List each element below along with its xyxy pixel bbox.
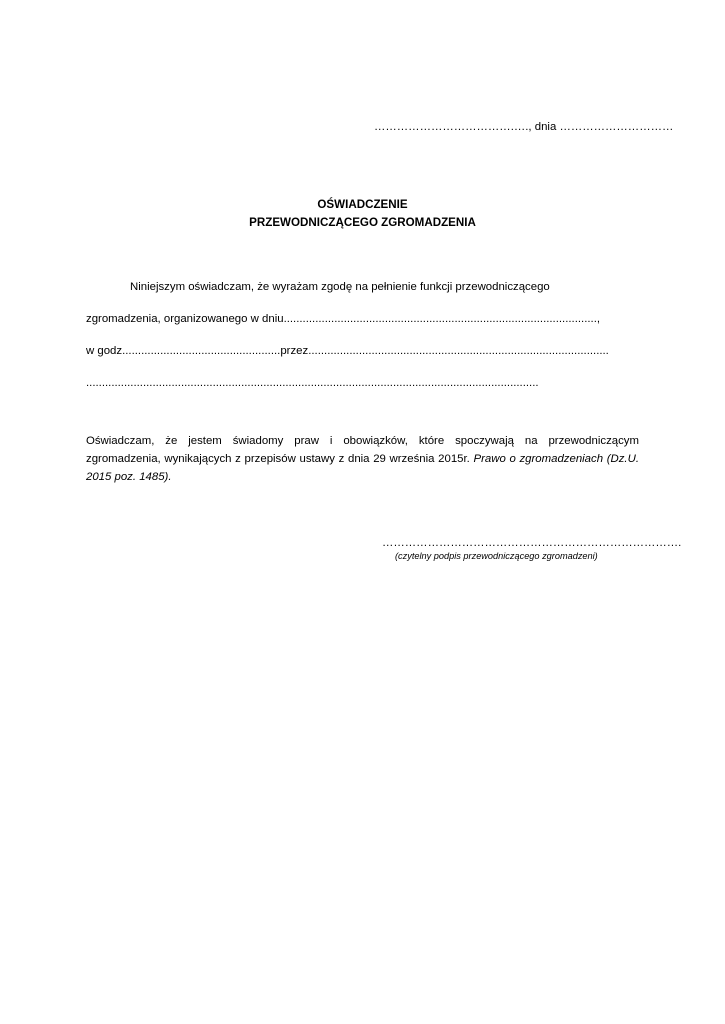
assembly-date-field: ................................................................................................... [283, 313, 597, 325]
declaration-text: Oświadczam, że jestem świadomy praw i obowiązków, które spoczywają na przewodniczącym zgromadzenia, wynikających z przepisów ustawy z dnia 29 września 2015r. [86, 435, 639, 465]
organizer-continuation-field: ............................................................................................................................................... [86, 377, 539, 389]
place-date-line [374, 120, 673, 134]
time-label: w godz [86, 345, 123, 357]
date-field: ………………………… [559, 121, 674, 133]
time-field: .................................................. [122, 345, 281, 357]
consent-line: Niniejszym oświadczam, że wyrażam zgodę na pełnienie funkcji przewodniczącego [130, 281, 550, 293]
assembly-date-line [86, 312, 600, 326]
organizer-label: przez [280, 345, 309, 357]
date-label: , dnia [528, 121, 560, 133]
assembly-date-comma: , [596, 313, 601, 325]
act-reference: Prawo o zgromadzeniach (Dz.U. 2015 poz. 1485). [86, 453, 639, 483]
assembly-date-label: zgromadzenia, organizowanego w dniu [86, 313, 284, 325]
document-subtitle: PRZEWODNICZĄCEGO ZGROMADZENIA [249, 216, 476, 229]
time-organizer-line [86, 344, 609, 358]
organizer-field: ............................................................................................... [308, 345, 609, 357]
signature-caption: (czytelny podpis przewodniczącego zgromadzeni) [395, 551, 598, 561]
signature-field: ……………………………………………………………………. [382, 537, 682, 549]
document-title: OŚWIADCZENIE [317, 198, 408, 211]
place-field: ……………………………….…. [374, 121, 529, 133]
declaration-paragraph [86, 432, 639, 486]
